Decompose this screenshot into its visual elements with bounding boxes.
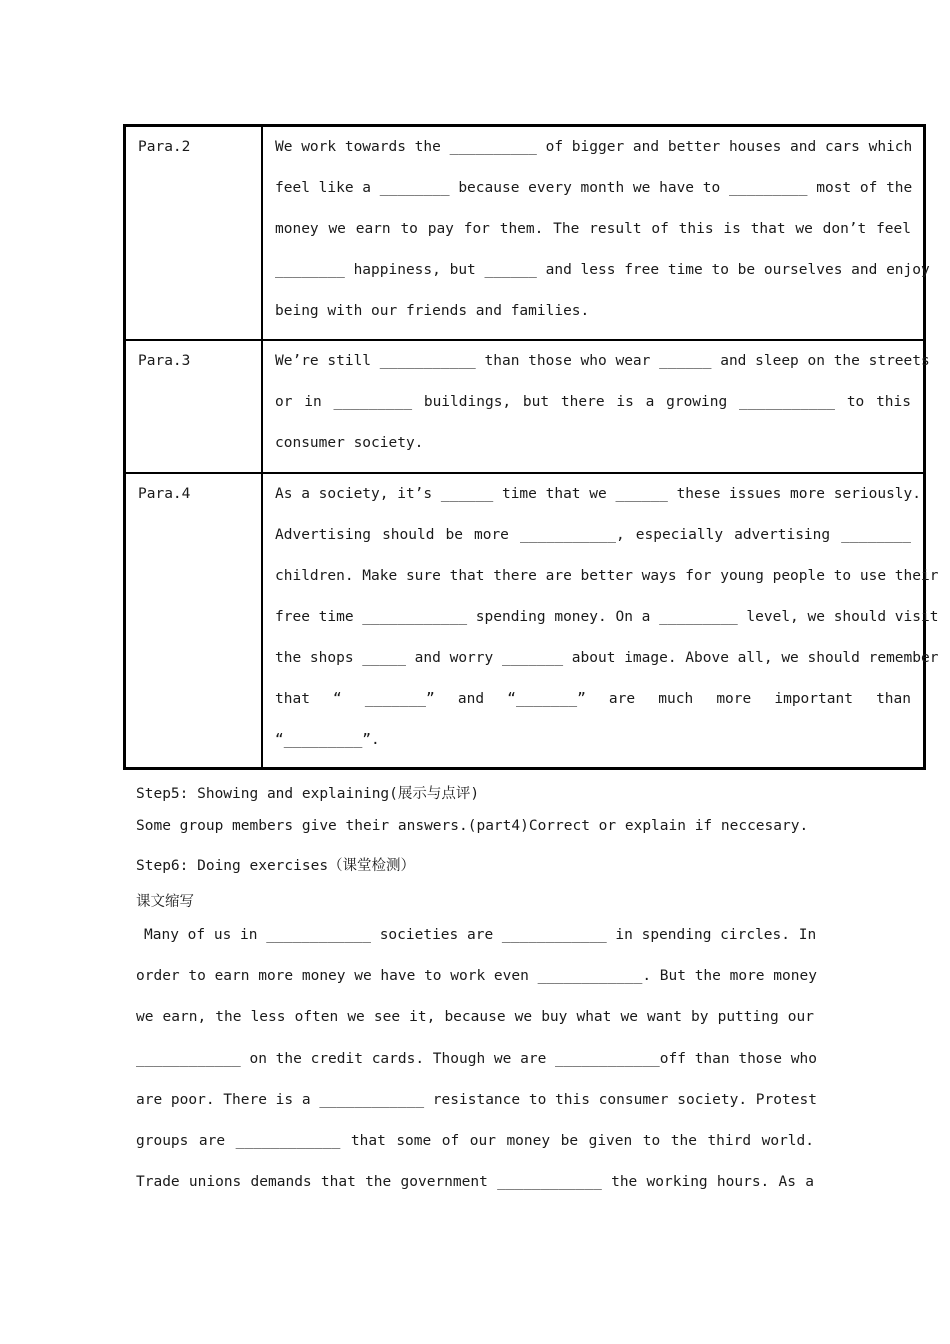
- summary-paragraph: [136, 915, 817, 1203]
- text-line: consumer society.: [275, 435, 424, 451]
- para-text: [262, 340, 930, 473]
- table-row: [125, 126, 925, 341]
- text-line: or in _________ buildings, but there is a growing ___________ to this: [275, 394, 911, 410]
- text-line: We’re still ___________ than those who wear ______ and sleep on the streets: [275, 353, 930, 369]
- summary-title: 课文缩写: [136, 894, 194, 910]
- text-line: that “ _______” and “_______” are much more important than: [275, 691, 911, 707]
- text-line: ________ happiness, but ______ and less free time to be ourselves and enjoy: [275, 262, 930, 278]
- para-label: Para.3: [125, 340, 263, 473]
- text-line: As a society, it’s ______ time that we ______ these issues more seriously.: [275, 486, 922, 502]
- summary-line: groups are ____________ that some of our money be given to the third world.: [136, 1133, 814, 1150]
- para-label: Para.2: [125, 126, 263, 341]
- table-row: [125, 340, 925, 473]
- summary-line: order to earn more money we have to work even ____________. But the more money: [136, 968, 817, 985]
- text-line: feel like a ________ because every month we have to _________ most of the: [275, 180, 913, 196]
- para-text: [262, 473, 939, 769]
- summary-line: Trade unions demands that the government ____________ the working hours. As a: [136, 1174, 814, 1191]
- summary-line: Many of us in ____________ societies are ____________ in spending circles. In: [144, 927, 817, 943]
- table-row: [125, 473, 925, 769]
- text-line: children. Make sure that there are better ways for young people to use their: [275, 568, 939, 584]
- summary-line: ____________ on the credit cards. Though we are ____________off than those who: [136, 1050, 817, 1067]
- text-line: “_________”.: [275, 732, 380, 748]
- text-line: We work towards the __________ of bigger and better houses and cars which: [275, 139, 913, 155]
- step5-note: Some group members give their answers.(part4)Correct or explain if neccesary.: [136, 818, 809, 834]
- summary-line: are poor. There is a ____________ resistance to this consumer society. Protest: [136, 1091, 817, 1108]
- step5-heading: Step5: Showing and explaining(展示与点评): [136, 786, 480, 802]
- text-line: Advertising should be more ___________, especially advertising ________: [275, 527, 911, 543]
- step6-heading: Step6: Doing exercises（课堂检测）: [136, 858, 416, 874]
- summary-line: we earn, the less often we see it, because we buy what we want by putting our: [136, 1009, 814, 1026]
- para-text: [262, 126, 930, 341]
- para-label: Para.4: [125, 473, 263, 769]
- text-line: the shops _____ and worry _______ about image. Above all, we should remember: [275, 650, 939, 666]
- text-line: money we earn to pay for them. The result of this is that we don’t feel: [275, 221, 911, 237]
- text-line: being with our friends and families.: [275, 303, 590, 319]
- text-line: free time ____________ spending money. On a _________ level, we should visit: [275, 609, 939, 625]
- paragraph-table: [123, 124, 939, 770]
